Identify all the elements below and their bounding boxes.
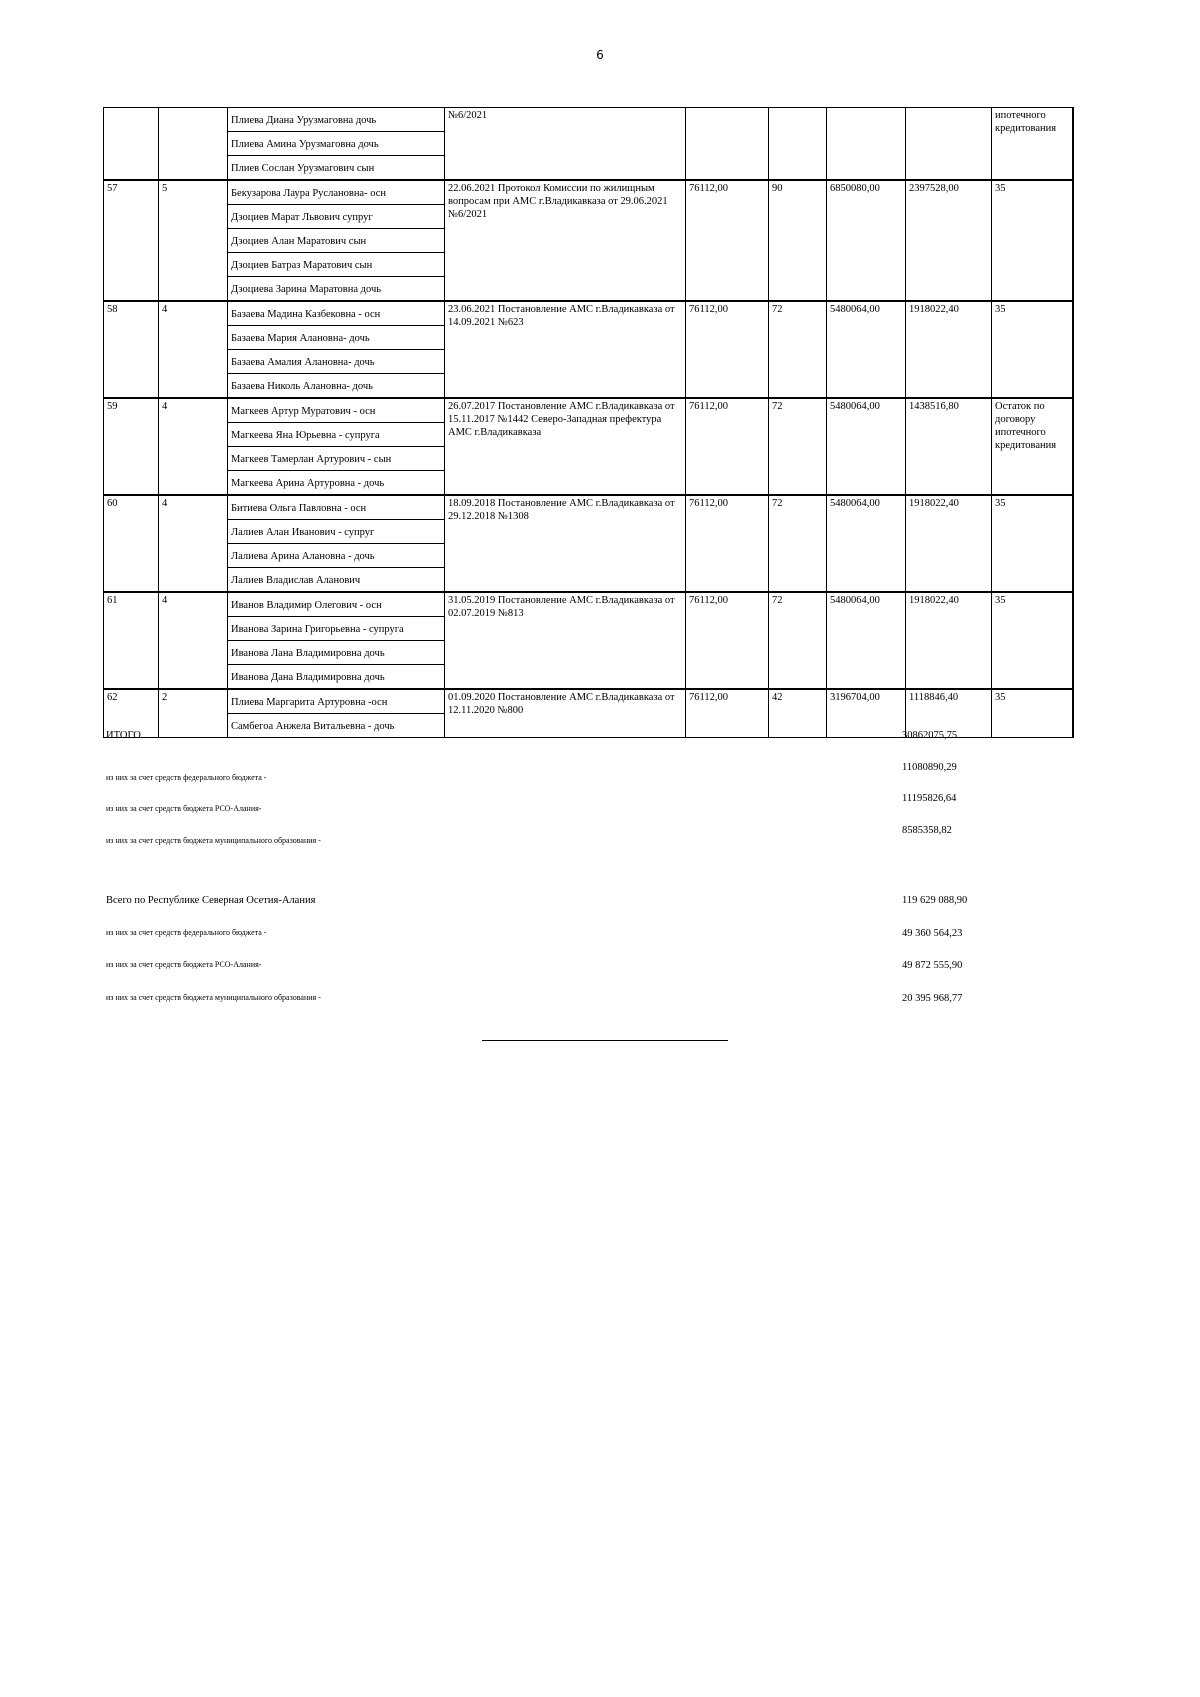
norm-cell: 76112,00: [686, 180, 769, 301]
registry-table: [103, 107, 1074, 738]
itogo-rso-value: 11195826,64: [902, 793, 957, 804]
subsidy-cell: 1918022,40: [906, 592, 992, 689]
member-cell: Лалиев Владислав Аланович: [228, 568, 445, 593]
count-cell: 4: [159, 495, 228, 592]
count-cell: 2: [159, 689, 228, 738]
count-cell: 4: [159, 301, 228, 398]
republic-rso-label: из них за счет средств бюджета РСО-Алания-: [106, 960, 262, 969]
member-cell: Битиева Ольга Павловна - осн: [228, 495, 445, 520]
num-cell: 58: [104, 301, 159, 398]
member-cell: Магкеева Арина Артуровна - дочь: [228, 471, 445, 496]
republic-total-value: 119 629 088,90: [902, 895, 968, 906]
remark-cell: 35: [992, 180, 1073, 301]
member-cell: Плиев Сослан Урузмагович сын: [228, 156, 445, 181]
subsidy-cell: [906, 108, 992, 181]
member-cell: Базаева Николь Алановна- дочь: [228, 374, 445, 399]
member-cell: Базаева Мария Алановна- дочь: [228, 326, 445, 350]
num-cell: 62: [104, 689, 159, 738]
table-row: [104, 108, 1073, 132]
table-row: [104, 301, 1073, 326]
area-cell: 72: [769, 301, 827, 398]
num-cell: 60: [104, 495, 159, 592]
member-cell: Иванов Владимир Олегович - осн: [228, 592, 445, 617]
republic-federal-label: из них за счет средств федерального бюджета -: [106, 928, 267, 937]
area-cell: 72: [769, 495, 827, 592]
num-cell: 61: [104, 592, 159, 689]
num-cell: 57: [104, 180, 159, 301]
itogo-rso-label: из них за счет средств бюджета РСО-Алания-: [106, 804, 262, 813]
table-row: [104, 398, 1073, 423]
cost-cell: 5480064,00: [827, 301, 906, 398]
itogo-federal-value: 11080890,29: [902, 762, 957, 773]
page-number: 6: [596, 48, 604, 62]
norm-cell: 76112,00: [686, 592, 769, 689]
republic-federal-value: 49 360 564,23: [902, 928, 963, 939]
basis-cell: 26.07.2017 Постановление АМС г.Владикавказа от 15.11.2017 №1442 Северо-Западная префектура АМС г.Владикавказа: [445, 398, 686, 495]
remark-cell: 35: [992, 301, 1073, 398]
cost-cell: 5480064,00: [827, 495, 906, 592]
itogo-label: ИТОГО: [106, 730, 141, 741]
member-cell: Самбегоа Анжела Витальевна - дочь: [228, 714, 445, 738]
table-row: [104, 495, 1073, 520]
republic-total-label: Всего по Республике Северная Осетия-Алания: [106, 895, 316, 906]
member-cell: Плиева Амина Урузмаговна дочь: [228, 132, 445, 156]
itogo-municipal-value: 8585358,82: [902, 825, 952, 836]
member-cell: Дзоциева Зарина Маратовна дочь: [228, 277, 445, 302]
norm-cell: 76112,00: [686, 398, 769, 495]
table-row: [104, 180, 1073, 205]
norm-cell: 76112,00: [686, 495, 769, 592]
basis-cell: 18.09.2018 Постановление АМС г.Владикавказа от 29.12.2018 №1308: [445, 495, 686, 592]
norm-cell: [686, 108, 769, 181]
count-cell: 4: [159, 592, 228, 689]
subsidy-cell: 1918022,40: [906, 495, 992, 592]
cost-cell: 5480064,00: [827, 592, 906, 689]
area-cell: 42: [769, 689, 827, 738]
table-row: [104, 592, 1073, 617]
member-cell: Лалиев Алан Иванович - супруг: [228, 520, 445, 544]
remark-cell: 35: [992, 689, 1073, 738]
registry-body: [104, 108, 1073, 738]
member-cell: Плиева Маргарита Артуровна -осн: [228, 689, 445, 714]
subsidy-cell: 1438516,80: [906, 398, 992, 495]
remark-cell: Остаток по договору ипотечного кредитования: [992, 398, 1073, 495]
count-cell: 5: [159, 180, 228, 301]
remark-cell: 35: [992, 495, 1073, 592]
member-cell: Магкеева Яна Юрьевна - супруга: [228, 423, 445, 447]
cost-cell: [827, 108, 906, 181]
cost-cell: 3196704,00: [827, 689, 906, 738]
member-cell: Иванова Лана Владимировна дочь: [228, 641, 445, 665]
basis-cell: 01.09.2020 Постановление АМС г.Владикавказа от 12.11.2020 №800: [445, 689, 686, 738]
area-cell: 72: [769, 592, 827, 689]
table-row: [104, 689, 1073, 714]
num-cell: 59: [104, 398, 159, 495]
norm-cell: 76112,00: [686, 301, 769, 398]
republic-municipal-value: 20 395 968,77: [902, 993, 963, 1004]
remark-cell: 35: [992, 592, 1073, 689]
cost-cell: 5480064,00: [827, 398, 906, 495]
member-cell: Дзоциев Алан Маратович сын: [228, 229, 445, 253]
member-cell: Плиева Диана Урузмаговна дочь: [228, 108, 445, 132]
member-cell: Иванова Зарина Григорьевна - супруга: [228, 617, 445, 641]
subsidy-cell: 1118846,40: [906, 689, 992, 738]
area-cell: 90: [769, 180, 827, 301]
basis-cell: 23.06.2021 Постановление АМС г.Владикавказа от 14.09.2021 №623: [445, 301, 686, 398]
basis-cell: №6/2021: [445, 108, 686, 181]
member-cell: Магкеев Тамерлан Артурович - сын: [228, 447, 445, 471]
itogo-federal-label: из них за счет средств федерального бюджета -: [106, 773, 267, 782]
member-cell: Иванова Дана Владимировна дочь: [228, 665, 445, 690]
member-cell: Дзоциев Марат Львович супруг: [228, 205, 445, 229]
member-cell: Лалиева Арина Алановна - дочь: [228, 544, 445, 568]
member-cell: Бекузарова Лаура Руслановна- осн: [228, 180, 445, 205]
subsidy-cell: 2397528,00: [906, 180, 992, 301]
end-rule: [482, 1040, 728, 1041]
itogo-value: 30862075,75: [902, 730, 958, 741]
member-cell: Дзоциев Батраз Маратович сын: [228, 253, 445, 277]
member-cell: Базаева Мадина Казбековна - осн: [228, 301, 445, 326]
subsidy-cell: 1918022,40: [906, 301, 992, 398]
basis-cell: 22.06.2021 Протокол Комиссии по жилищным вопросам при АМС г.Владикавказа от 29.06.2021 №6/2021: [445, 180, 686, 301]
num-cell: [104, 108, 159, 181]
count-cell: 4: [159, 398, 228, 495]
basis-cell: 31.05.2019 Постановление АМС г.Владикавказа от 02.07.2019 №813: [445, 592, 686, 689]
itogo-municipal-label: из них за счет средств бюджета муниципального образования -: [106, 836, 321, 845]
cost-cell: 6850080,00: [827, 180, 906, 301]
member-cell: Магкеев Артур Муратович - осн: [228, 398, 445, 423]
republic-municipal-label: из них за счет средств бюджета муниципального образования -: [106, 993, 321, 1002]
republic-rso-value: 49 872 555,90: [902, 960, 963, 971]
norm-cell: 76112,00: [686, 689, 769, 738]
member-cell: Базаева Амалия Алановна- дочь: [228, 350, 445, 374]
area-cell: 72: [769, 398, 827, 495]
area-cell: [769, 108, 827, 181]
remark-cell: ипотечного кредитования: [992, 108, 1073, 181]
count-cell: [159, 108, 228, 181]
